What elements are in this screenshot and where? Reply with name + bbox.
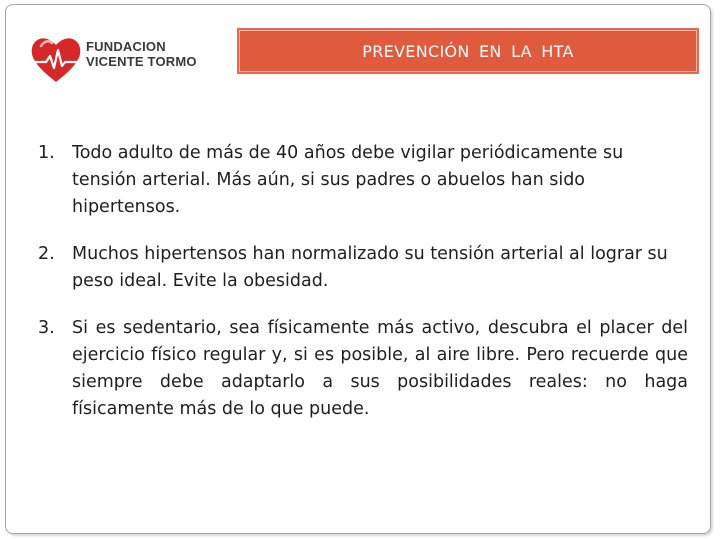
item-text: Si es sedentario, sea físicamente más activo, descubra el placer del ejercicio físico regular y, si es posible, al aire libre. Pero recuerde que siempre debe adaptarlo a sus posibilidades reales: no haga físicamente más de lo que puede.	[72, 318, 688, 419]
logo-line-2: VICENTE TORMO	[86, 54, 197, 69]
list-item	[36, 140, 688, 221]
item-number: 2.	[38, 244, 55, 264]
item-text: Todo adulto de más de 40 años debe vigilar periódicamente su tensión arterial. Más aún, si sus padres o abuelos han sido hipertensos.	[72, 143, 624, 217]
list-item	[36, 315, 688, 423]
item-number: 1.	[38, 143, 55, 163]
list-item	[36, 241, 688, 295]
title-bar	[239, 30, 697, 72]
item-number: 3.	[38, 318, 55, 338]
logo-text	[86, 39, 197, 69]
item-text: Muchos hipertensos han normalizado su tensión arterial al lograr su peso ideal. Evite la obesidad.	[72, 244, 668, 291]
logo-line-1: FUNDACION	[86, 39, 166, 54]
heart-icon	[28, 32, 84, 88]
page-title: PREVENCIÓN EN LA HTA	[362, 41, 574, 61]
prevention-list	[36, 140, 688, 443]
fundacion-logo	[28, 26, 198, 96]
